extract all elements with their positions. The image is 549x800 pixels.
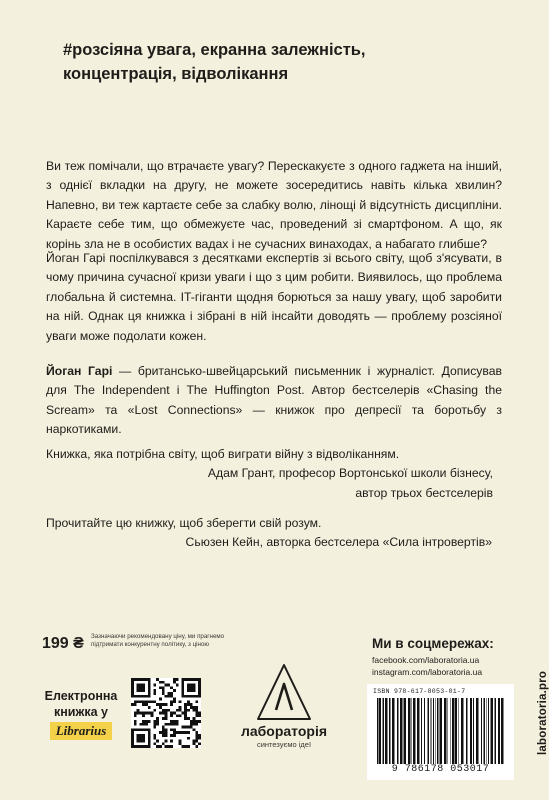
- review-quote-2: [46, 514, 502, 553]
- ebook-promo: [40, 688, 122, 740]
- facebook-link[interactable]: facebook.com/laboratoria.ua: [372, 655, 480, 665]
- ebook-line-1: Електронна: [44, 689, 118, 703]
- instagram-link[interactable]: instagram.com/laboratoria.ua: [372, 666, 483, 677]
- price: 199 ₴: [42, 635, 84, 652]
- barcode: [373, 698, 509, 764]
- publisher-logo: [240, 662, 328, 749]
- ebook-line-2: книжка у: [54, 705, 108, 719]
- publisher-website[interactable]: laboratoria.pro: [537, 670, 549, 755]
- quote-attribution-line-1: Адам Грант, професор Вортонської школи бізнесу,: [207, 466, 493, 481]
- triangle-logo-icon: [255, 662, 313, 722]
- ean-number: 9 786178 053017: [391, 764, 490, 775]
- price-note: Зазначаючи рекомендовану ціну, ми прагнемо підтримати конкурентну політику, з ціною: [91, 633, 225, 648]
- quote-text: Прочитайте цю книжку, щоб зберегти свій розум.: [46, 516, 322, 530]
- author-name: Йоган Гарі: [46, 364, 113, 378]
- quote-text: Книжка, яка потрібна світу, щоб виграти війну з відволіканням.: [46, 447, 400, 461]
- review-quote-1: [46, 445, 502, 503]
- blurb-paragraph-2: Йоган Гарі поспілкувався з десятками експертів зі всього світу, щоб з'ясувати, в чому причина сучасної кризи уваги і що з цим робити. Виявилось, що проблема глобальна й системна. IT-гіганти щодня борються за нашу увагу, щоб заробити на ній. Однак ця книжка і зібрані в ній інсайти доводять — проблему розсіяної уваги може подолати кожен.: [46, 251, 502, 343]
- publisher-name: лабораторія: [240, 723, 328, 739]
- librarius-logo: Librarius: [50, 722, 113, 740]
- author-bio: [46, 362, 502, 440]
- author-bio-text: — британсько-швейцарський письменник і журналіст. Дописував для The Independent і The Huffington Post. Автор бестселерів «Chasing the Scream» та «Lost Connections» — книжок про депресії та боротьбу з наркотиками.: [46, 364, 502, 437]
- hashtags-line-2: концентрація, відволікання: [63, 65, 289, 83]
- publisher-tagline: синтезуємо ідеї: [256, 740, 312, 749]
- blurb-paragraph-1: Ви теж помічали, що втрачаєте увагу? Перескакуєте з одного гаджета на інший, з однієї вкладки на другу, не можете зосередитись навіть кілька хвилин? Напевно, ви теж картаєте себе за слабку волю, лінощі й відсутність дисципліни. Караєте себе тим, що обмежуєте час, проведений зі смартфоном. А що, як корінь зла не в особистих вадах і не сучасних винаходах, а набагато глибше?: [46, 159, 502, 251]
- social-block: [372, 636, 494, 678]
- qr-code[interactable]: [131, 678, 201, 748]
- hashtags-line-1: #розсіяна увага, екранна залежність,: [63, 41, 366, 59]
- isbn-text: ISBN 978-617-8053-01-7: [373, 688, 466, 695]
- social-title: Ми в соцмережах:: [372, 636, 494, 651]
- barcode-box: [367, 684, 514, 780]
- quote-attribution: Сьюзен Кейн, авторка бестселера «Сила інтровертів»: [185, 535, 492, 550]
- quote-attribution-line-2: автор трьох бестселерів: [355, 485, 493, 500]
- hashtags-heading: [63, 38, 503, 86]
